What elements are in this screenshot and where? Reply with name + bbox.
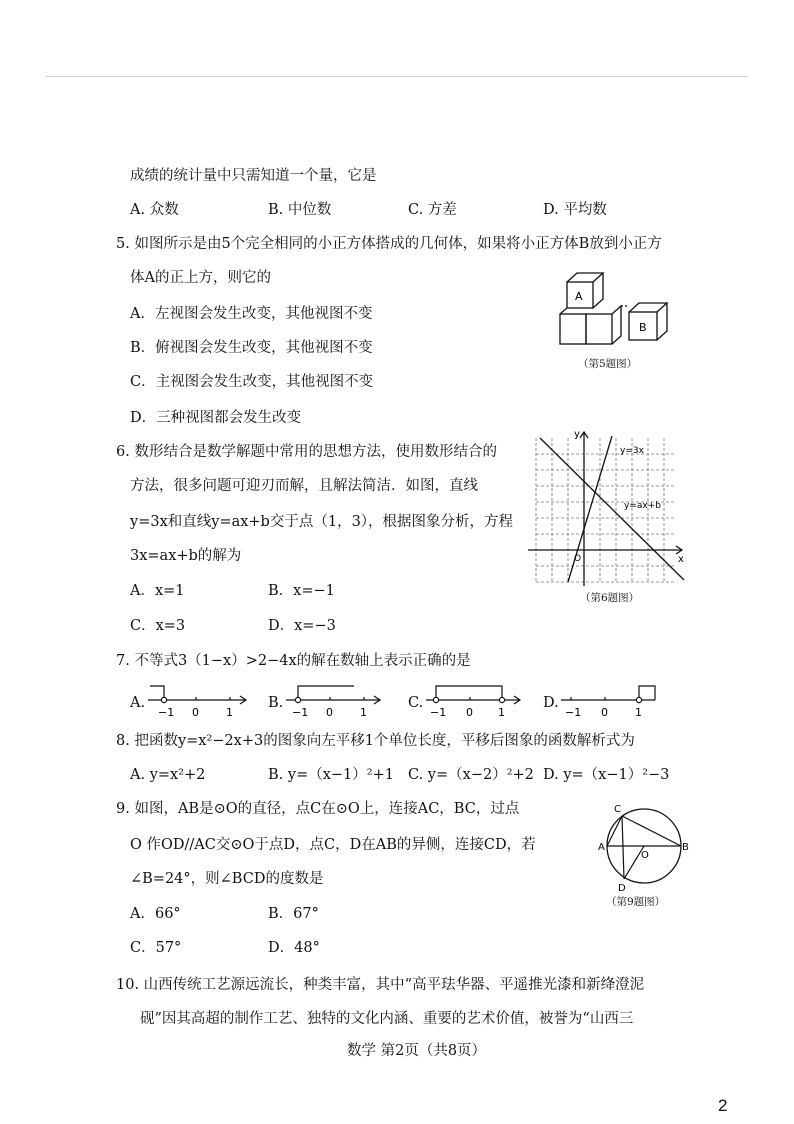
- q6-option-d: D．x=−3: [268, 618, 336, 634]
- q9-option-b: B．67°: [268, 906, 319, 922]
- q9-point-o: O: [641, 850, 649, 861]
- q5-label-b: B: [639, 321, 647, 334]
- q7-number-line-c: [424, 682, 524, 722]
- page-footer: 数学 第2页（共8页）: [347, 1043, 487, 1059]
- q6-line2: 方法，很多问题可迎刃而解，且解法简洁．如图，直线: [130, 478, 478, 494]
- q5-line2: 体A的正上方，则它的: [130, 270, 271, 286]
- q6-option-a: A．x=1: [130, 583, 185, 599]
- q7-a-tick-1: −1: [158, 706, 175, 719]
- q5-line1: 5. 如图所示是由5个完全相同的小正方体搭成的几何体，如果将小正方体B放到小正方: [116, 236, 662, 252]
- q7-option-a-letter: A.: [130, 695, 146, 711]
- q10-line1: 10. 山西传统工艺源远流长，种类丰富，其中“高平珐华器、平遥推光漆和新绛澄泥: [116, 977, 645, 993]
- q7-d-tick-2: 0: [601, 706, 608, 719]
- q9-option-c: C．57°: [130, 940, 182, 956]
- q9-line1: 9. 如图，AB是⊙O的直径，点C在⊙O上，连接AC，BC，过点: [116, 801, 520, 817]
- q8-option-d: D. y=（x−1）²−3: [543, 767, 670, 783]
- q5-option-d: D．三种视图都会发生改变: [130, 410, 302, 426]
- q6-axis-x: x: [678, 554, 684, 565]
- q4-option-c: C. 方差: [408, 202, 457, 218]
- q6-origin: O: [574, 554, 582, 564]
- q8-option-b: B. y=（x−1）²+1: [268, 767, 394, 783]
- q6-line1: 6. 数形结合是数学解题中常用的思想方法，使用数形结合的: [116, 444, 497, 460]
- q9-option-d: D．48°: [268, 940, 320, 956]
- q7-a-tick-2: 0: [192, 706, 199, 719]
- q7-d-tick-1: −1: [565, 706, 582, 719]
- q9-line3: ∠B=24°，则∠BCD的度数是: [130, 871, 324, 887]
- q7-a-tick-3: 1: [226, 706, 233, 719]
- q4-option-a: A. 众数: [130, 202, 179, 218]
- q7-b-tick-1: −1: [292, 706, 309, 719]
- q8-option-c: C. y=（x−2）²+2: [408, 767, 534, 783]
- q6-option-c: C．x=3: [130, 618, 186, 634]
- q7-option-c-letter: C.: [408, 695, 424, 711]
- q8-option-a: A. y=x²+2: [130, 767, 206, 783]
- q5-fig-caption: （第5题图）: [578, 358, 638, 370]
- q7-option-d-letter: D.: [543, 695, 559, 711]
- q4-option-d: D. 平均数: [543, 202, 607, 218]
- q4-tail: 成绩的统计量中只需知道一个量，它是: [130, 168, 377, 184]
- q7-b-tick-2: 0: [326, 706, 333, 719]
- q7-option-b-letter: B.: [268, 695, 284, 711]
- q7-stem: 7. 不等式3（1−x）>2−4x的解在数轴上表示正确的是: [116, 653, 471, 669]
- q5-option-a: A．左视图会发生改变，其他视图不变: [130, 306, 373, 322]
- q9-point-a: A: [598, 842, 605, 853]
- q6-line-label-1: y=3x: [620, 446, 644, 456]
- q5-cubes-figure: [555, 266, 675, 348]
- q7-number-line-b: [284, 682, 384, 722]
- q9-option-a: A．66°: [130, 906, 181, 922]
- q7-d-tick-3: 1: [635, 706, 642, 719]
- q6-line-label-2: y=ax+b: [624, 501, 661, 511]
- page-number: 2: [718, 1096, 728, 1115]
- q6-fig-caption: （第6题图）: [580, 592, 640, 604]
- q6-axis-y: y: [574, 429, 580, 440]
- q6-graph-figure: [524, 428, 690, 586]
- q7-c-tick-1: −1: [430, 706, 447, 719]
- q9-point-c: C: [614, 804, 621, 815]
- q6-line3: y=3x和直线y=ax+b交于点（1，3），根据图象分析，方程: [130, 514, 514, 530]
- q9-circle-figure: [598, 800, 690, 892]
- q7-b-tick-3: 1: [360, 706, 367, 719]
- q5-option-c: C．主视图会发生改变，其他视图不变: [130, 374, 374, 390]
- q7-c-tick-3: 1: [498, 706, 505, 719]
- q5-option-b: B．俯视图会发生改变，其他视图不变: [130, 340, 373, 356]
- q9-point-d: D: [618, 883, 626, 892]
- q5-label-a: A: [575, 290, 583, 303]
- q7-c-tick-2: 0: [466, 706, 473, 719]
- q9-line2: O 作OD//AC交⊙O于点D，点C，D在AB的异侧，连接CD，若: [130, 837, 536, 853]
- q10-line2: 砚”因其高超的制作工艺、独特的文化内涵、重要的艺术价值，被誉为“山西三: [140, 1011, 634, 1027]
- q7-number-line-a: [146, 682, 250, 722]
- top-rule: [46, 76, 748, 77]
- q9-fig-caption: （第9题图）: [606, 896, 666, 908]
- q9-point-b: B: [682, 842, 689, 853]
- q7-number-line-d: [559, 682, 663, 722]
- q6-line4: 3x=ax+b的解为: [130, 548, 242, 564]
- q8-stem: 8. 把函数y=x²−2x+3的图象向左平移1个单位长度，平移后图象的函数解析式为: [116, 733, 635, 749]
- q4-option-b: B. 中位数: [268, 202, 332, 218]
- q6-option-b: B．x=−1: [268, 583, 335, 599]
